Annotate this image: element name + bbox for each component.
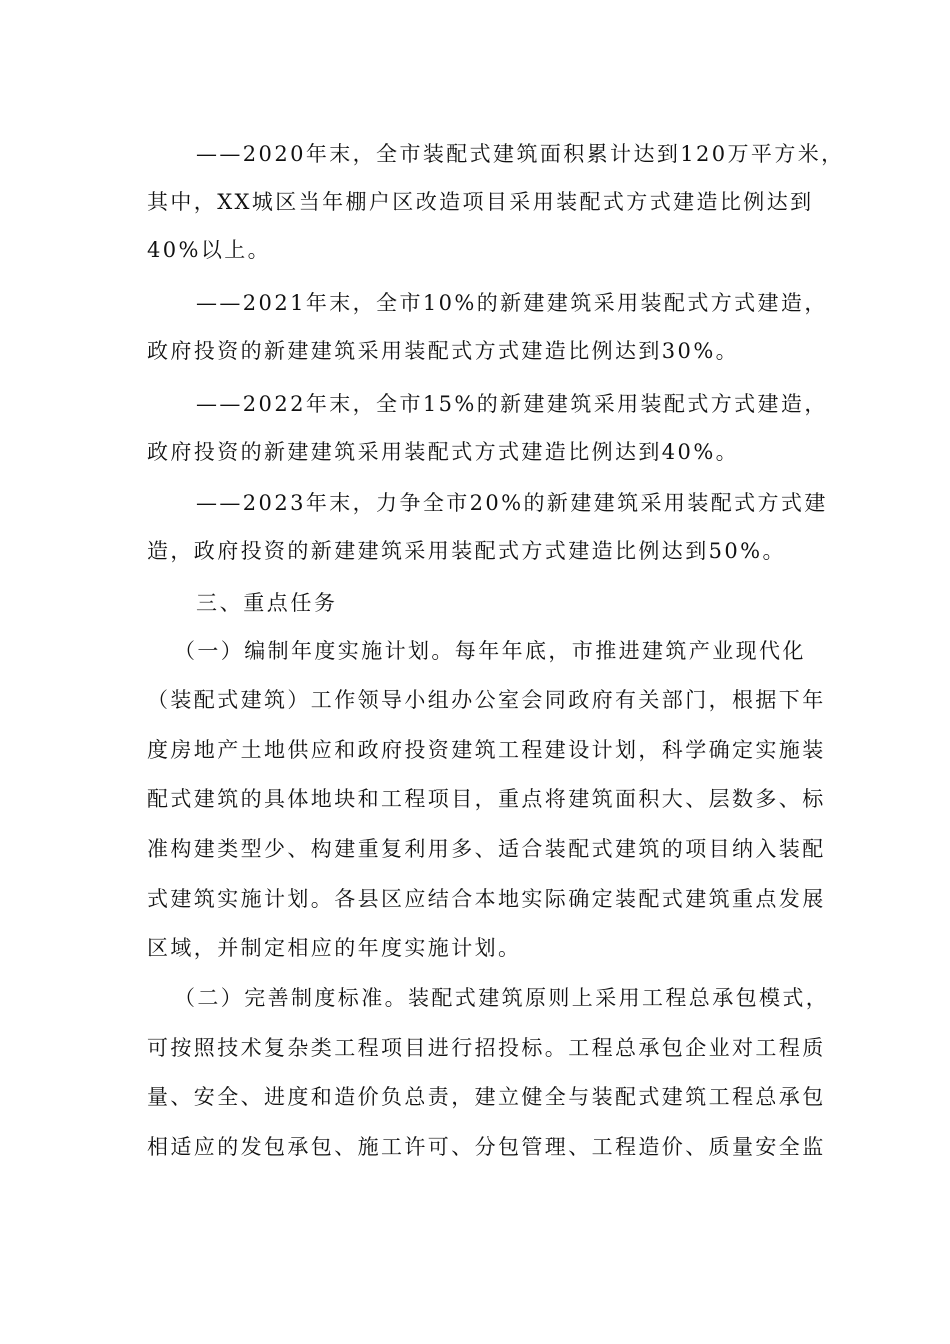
task-1-line-2: （装配式建筑）工作领导小组办公室会同政府有关部门，根据下年 — [147, 688, 826, 712]
paragraph-2020-line-2: 其中，XX城区当年棚户区改造项目采用装配式方式建造比例达到 — [147, 190, 814, 214]
task-1-line-4: 配式建筑的具体地块和工程项目，重点将建筑面积大、层数多、标 — [147, 787, 826, 811]
task-2-line-3: 量、安全、进度和造价负总责，建立健全与装配式建筑工程总承包 — [147, 1085, 826, 1109]
paragraph-2022-line-1: ——2022年末，全市15%的新建建筑采用装配式方式建造， — [196, 392, 828, 416]
task-1-line-6: 式建筑实施计划。各县区应结合本地实际确定装配式建筑重点发展 — [147, 887, 826, 911]
paragraph-2023-line-1: ——2023年末，力争全市20%的新建建筑采用装配式方式建 — [196, 491, 828, 515]
task-1-line-3: 度房地产土地供应和政府投资建筑工程建设计划，科学确定实施装 — [147, 738, 826, 762]
task-1-line-5: 准构建类型少、构建重复利用多、适合装配式建筑的项目纳入装配 — [147, 837, 826, 861]
task-1-line-1: （一）编制年度实施计划。每年年底，市推进建筑产业现代化 — [174, 639, 806, 663]
task-2-line-1: （二）完善制度标准。装配式建筑原则上采用工程总承包模式， — [174, 986, 830, 1010]
task-2-line-4: 相适应的发包承包、施工许可、分包管理、工程造价、质量安全监 — [147, 1135, 826, 1159]
paragraph-2020-line-3: 40%以上。 — [147, 238, 272, 262]
paragraph-2020-line-1: ——2020年末，全市装配式建筑面积累计达到120万平方米， — [196, 142, 845, 166]
paragraph-2023-line-2: 造，政府投资的新建建筑采用装配式方式建造比例达到50%。 — [147, 539, 786, 563]
paragraph-2021-line-1: ——2021年末，全市10%的新建建筑采用装配式方式建造， — [196, 291, 828, 315]
task-1-line-7: 区域，并制定相应的年度实施计划。 — [147, 936, 522, 960]
task-2-line-2: 可按照技术复杂类工程项目进行招投标。工程总承包企业对工程质 — [147, 1036, 826, 1060]
paragraph-2021-line-2: 政府投资的新建建筑采用装配式方式建造比例达到30%。 — [147, 339, 740, 363]
section-heading-key-tasks: 三、重点任务 — [196, 591, 338, 615]
paragraph-2022-line-2: 政府投资的新建建筑采用装配式方式建造比例达到40%。 — [147, 440, 740, 464]
